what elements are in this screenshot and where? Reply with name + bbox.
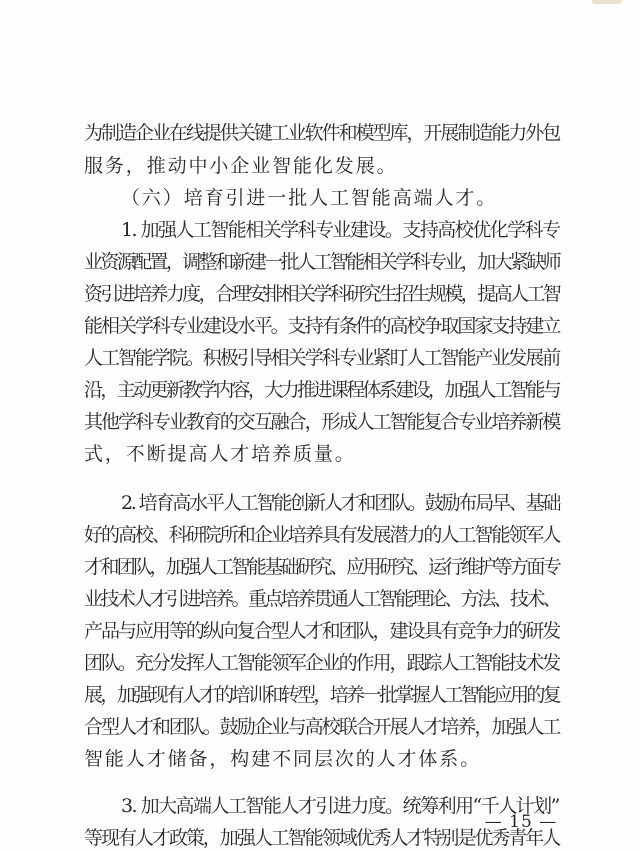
text-line-1: 为制造企业在线提供关键工业软件和模型库，开展制造能力外包 bbox=[84, 122, 560, 144]
text-line-16: 产品与应用等的纵向复合型人才和团队，建设具有竞争力的研发 bbox=[84, 620, 560, 642]
page-number: — 15 — bbox=[484, 812, 558, 832]
text-line-6: 资引进培养力度，合理安排相关学科研究生招生规模，提高人工智 bbox=[84, 283, 560, 305]
item-3-heading-line: 3. 加大高端人工智能人才引进力度。统筹利用“千人计划” bbox=[121, 795, 559, 817]
text-line-19: 合型人才和团队。鼓励企业与高校联合开展人才培养，加强人工 bbox=[84, 716, 560, 738]
text-line-11: 式，不断提高人才培养质量。 bbox=[84, 443, 356, 465]
text-line-22: 等现有人才政策，加强人工智能领域优秀人才特别是优秀青年人 bbox=[84, 827, 560, 849]
text-line-17: 团队。充分发挥人工智能领军企业的作用，跟踪人工智能技术发 bbox=[84, 652, 560, 674]
text-line-10: 其他学科专业教育的交互融合，形成人工智能复合专业培养新模 bbox=[84, 411, 560, 433]
item-2-heading-line: 2. 培育高水平人工智能创新人才和团队。鼓励布局早、基础 bbox=[121, 492, 560, 514]
item-1-heading-line: 1. 加强人工智能相关学科专业建设。支持高校优化学科专 bbox=[121, 219, 560, 241]
text-line-15: 业技术人才引进培养。重点培养贯通人工智能理论、方法、技术、 bbox=[84, 588, 560, 610]
text-line-13: 好的高校、科研院所和企业培养具有发展潜力的人工智能领军人 bbox=[84, 524, 560, 546]
text-line-8: 人工智能学院。积极引导相关学科专业紧盯人工智能产业发展前 bbox=[84, 347, 560, 369]
text-line-9: 沿，主动更新教学内容，大力推进课程体系建设，加强人工智能与 bbox=[84, 379, 560, 401]
text-line-2: 服务，推动中小企业智能化发展。 bbox=[84, 155, 398, 177]
text-line-5: 业资源配置，调整和新建一批人工智能相关学科专业，加大紧缺师 bbox=[84, 251, 560, 273]
text-line-18: 展，加强现有人才的培训和转型，培养一批掌握人工智能应用的复 bbox=[84, 684, 560, 706]
text-line-14: 才和团队，加强人工智能基础研究、应用研究、运行维护等方面专 bbox=[84, 556, 560, 578]
scan-edge-mark bbox=[592, 0, 622, 4]
text-line-20: 智能人才储备，构建不同层次的人才体系。 bbox=[84, 748, 482, 770]
text-line-7: 能相关学科专业建设水平。支持有条件的高校争取国家支持建立 bbox=[84, 315, 560, 337]
section-heading: （六）培育引进一批人工智能高端人才。 bbox=[121, 187, 498, 209]
